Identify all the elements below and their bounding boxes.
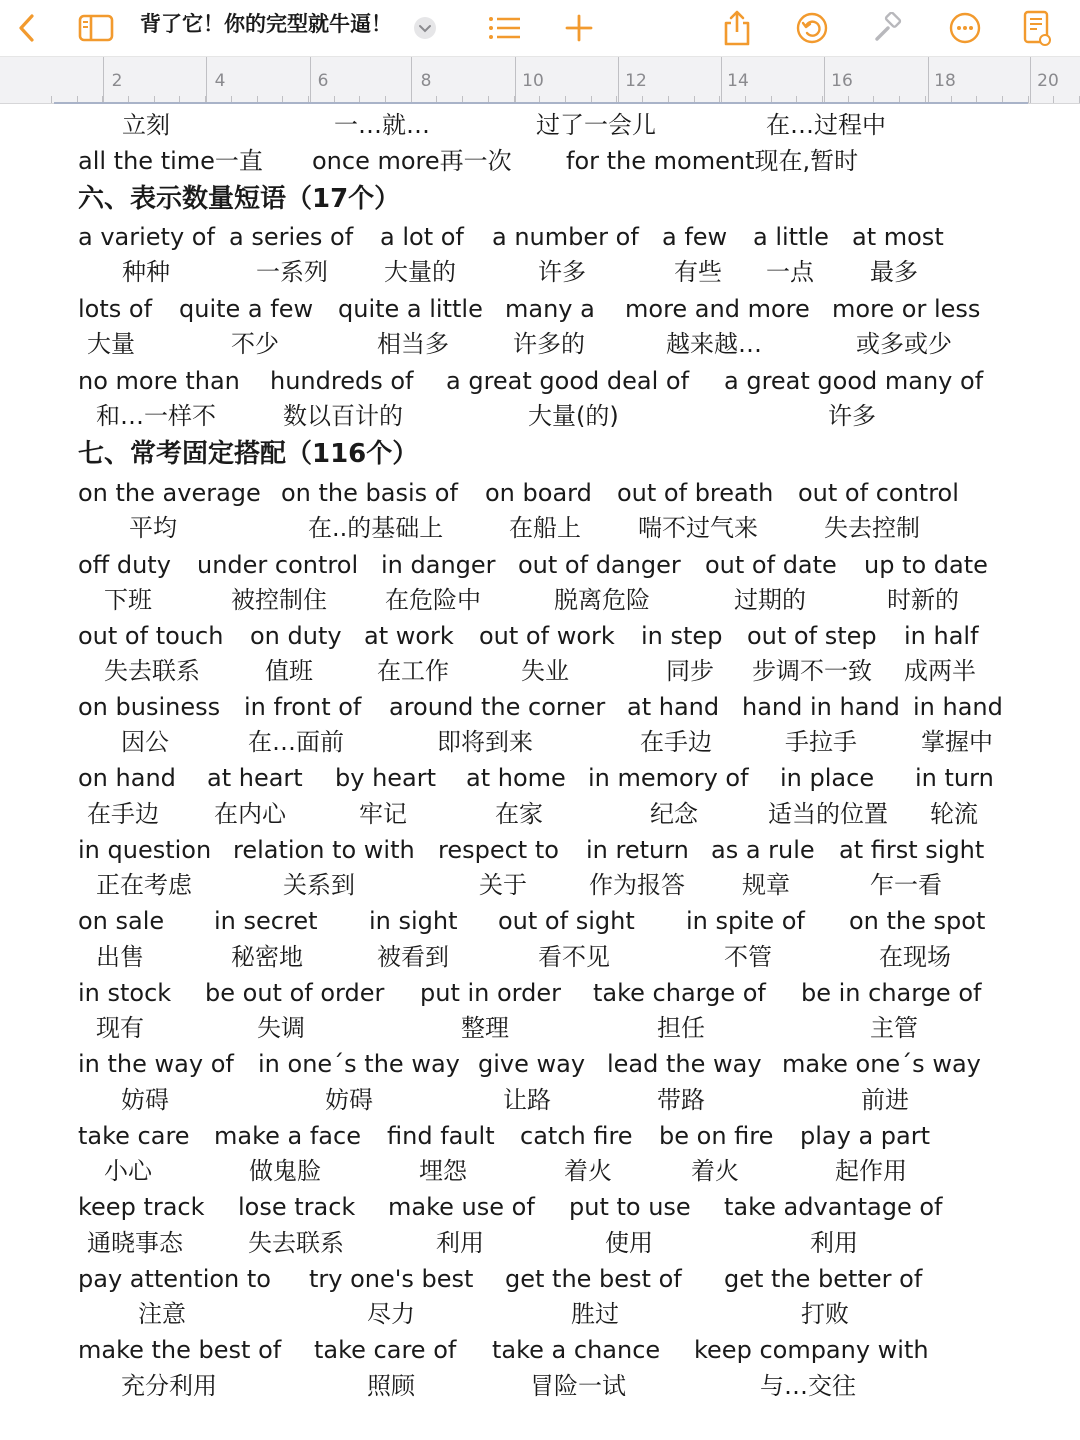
phrase-text: be out of order	[205, 979, 385, 1007]
phrase-text: give way	[478, 1050, 586, 1078]
phrase-text: respect to	[438, 836, 559, 864]
phrase-text: 或多或少	[856, 330, 952, 358]
phrase-text: 看不见	[538, 943, 610, 971]
phrase-text: take a chance	[492, 1336, 661, 1364]
phrase-text: hand in hand	[742, 693, 900, 721]
phrase-text: out of breath	[617, 479, 774, 507]
phrase-text: 利用	[436, 1229, 484, 1257]
phrase-text: 在…面前	[248, 728, 344, 756]
section-heading: 七、常考固定搭配（116个）	[78, 439, 419, 469]
ruler-number: 20	[1037, 71, 1059, 91]
phrase-text: 关于	[479, 871, 527, 899]
phrase-text: 被看到	[377, 943, 449, 971]
phrase-text: 起作用	[835, 1157, 907, 1185]
phrase-text: 现有	[96, 1014, 144, 1042]
ruler-division	[515, 57, 516, 103]
phrase-text: in sight	[369, 907, 458, 935]
phrase-text: in half	[904, 622, 979, 650]
phrase-text: 最多	[870, 258, 918, 286]
phrase-text: 胜过	[571, 1300, 619, 1328]
phrase-text: no more than	[78, 367, 240, 395]
phrase-text: 整理	[461, 1014, 509, 1042]
phrase-text: put in order	[420, 979, 561, 1007]
format-brush-icon[interactable]	[870, 6, 906, 50]
phrase-text: 许多	[538, 258, 586, 286]
phrase-text: 失去联系	[248, 1229, 344, 1257]
title-chevron-down-icon[interactable]	[412, 6, 438, 50]
phrase-text: take charge of	[593, 979, 766, 1007]
phrase-text: 越来越…	[666, 330, 762, 358]
phrase-text: 适当的位置	[768, 800, 888, 828]
phrase-text: pay attention to	[78, 1265, 271, 1293]
phrase-text: a little	[753, 223, 829, 251]
phrase-text: 照顾	[367, 1372, 415, 1400]
phrase-text: 在工作	[377, 657, 449, 685]
phrase-text: take advantage of	[724, 1193, 943, 1221]
phrase-text: on sale	[78, 907, 165, 935]
top-toolbar	[0, 0, 1080, 57]
phrase-text: 在现场	[879, 943, 951, 971]
phrase-text: off duty	[78, 551, 171, 579]
phrase-text: 成两半	[904, 657, 976, 685]
document-title[interactable]: 背了它！你的完型就牛逼！	[140, 12, 392, 36]
ruler-division	[721, 57, 722, 103]
phrase-text: 注意	[138, 1300, 186, 1328]
phrase-text: 作为报答	[589, 871, 685, 899]
phrase-text: a variety of	[78, 223, 215, 251]
phrase-text: 因公	[121, 728, 169, 756]
phrase-text: 在手边	[640, 728, 712, 756]
phrase-text: hundreds of	[270, 367, 414, 395]
phrase-text: 正在考虑	[96, 871, 192, 899]
phrase-text: at hand	[627, 693, 720, 721]
phrase-text: more or less	[832, 295, 981, 323]
phrase-text: 打败	[801, 1300, 849, 1328]
phrase-text: out of step	[747, 622, 877, 650]
phrase-text: 过了一会儿	[536, 111, 656, 139]
phrase-text: around the corner	[389, 693, 606, 721]
phrase-text: lead the way	[607, 1050, 762, 1078]
ruler-number: 10	[522, 71, 544, 91]
phrase-text: 和…一样不	[96, 402, 216, 430]
phrase-text: 充分利用	[121, 1372, 217, 1400]
phrase-text: at first sight	[839, 836, 985, 864]
sidebar-icon[interactable]	[76, 6, 116, 50]
phrase-text: 在家	[495, 800, 543, 828]
phrase-text: 时新的	[887, 586, 959, 614]
ruler-division	[618, 57, 619, 103]
ruler-tick	[51, 96, 52, 103]
phrase-text: up to date	[864, 551, 988, 579]
phrase-text: 妨碍	[121, 1086, 169, 1114]
phrase-text: try one's best	[309, 1265, 474, 1293]
ruler[interactable]	[0, 57, 1080, 104]
back-icon[interactable]	[8, 6, 44, 50]
ruler-number: 14	[727, 71, 749, 91]
phrase-text: make a face	[214, 1122, 361, 1150]
phrase-text: once more再一次	[312, 147, 512, 175]
phrase-text: 失调	[257, 1014, 305, 1042]
phrase-text: on business	[78, 693, 221, 721]
phrase-text: 许多的	[513, 330, 585, 358]
ruler-number: 18	[934, 71, 956, 91]
phrase-text: quite a little	[338, 295, 483, 323]
phrase-text: out of date	[705, 551, 837, 579]
phrase-text: 尽力	[367, 1300, 415, 1328]
phrase-text: 带路	[657, 1086, 705, 1114]
phrase-text: 平均	[129, 514, 177, 542]
list-icon[interactable]	[486, 6, 524, 50]
phrase-text: for the moment现在,暂时	[566, 147, 859, 175]
ruler-number: 6	[317, 71, 329, 91]
phrase-text: in place	[780, 764, 875, 792]
phrase-text: on the basis of	[281, 479, 458, 507]
ruler-division	[928, 57, 929, 103]
phrase-text: 乍一看	[870, 871, 942, 899]
phrase-text: on the average	[78, 479, 261, 507]
phrase-text: 规章	[742, 871, 790, 899]
phrase-text: 出售	[96, 943, 144, 971]
phrase-text: in hand	[913, 693, 1003, 721]
phrase-text: at work	[364, 622, 454, 650]
phrase-text: 掌握中	[921, 728, 993, 756]
phrase-text: out of control	[798, 479, 959, 507]
phrase-text: put to use	[569, 1193, 691, 1221]
phrase-text: 喘不过气来	[638, 514, 758, 542]
phrase-text: 即将到来	[437, 728, 533, 756]
phrase-text: 前进	[861, 1086, 909, 1114]
phrase-text: 使用	[605, 1229, 653, 1257]
phrase-text: 在船上	[509, 514, 581, 542]
phrase-text: on hand	[78, 764, 176, 792]
phrase-text: lose track	[238, 1193, 356, 1221]
phrase-text: in stock	[78, 979, 172, 1007]
phrase-text: in danger	[381, 551, 496, 579]
phrase-text: in return	[586, 836, 689, 864]
phrase-text: 不少	[231, 330, 279, 358]
phrase-text: 许多	[828, 402, 876, 430]
phrase-text: 不管	[724, 943, 772, 971]
phrase-text: 大量	[87, 330, 135, 358]
phrase-text: 被控制住	[231, 586, 327, 614]
more-icon[interactable]	[946, 6, 984, 50]
phrase-text: make use of	[388, 1193, 535, 1221]
ruler-number: 4	[214, 71, 226, 91]
phrase-text: play a part	[800, 1122, 930, 1150]
ruler-division	[103, 57, 104, 103]
phrase-text: as a rule	[711, 836, 815, 864]
phrase-text: out of sight	[498, 907, 635, 935]
phrase-text: catch fire	[520, 1122, 633, 1150]
phrase-text: in step	[641, 622, 723, 650]
phrase-text: 大量(的)	[528, 402, 619, 430]
phrase-text: in turn	[915, 764, 994, 792]
phrase-text: 在内心	[214, 800, 286, 828]
phrase-text: at most	[852, 223, 944, 251]
phrase-text: get the better of	[724, 1265, 923, 1293]
phrase-text: 同步	[666, 657, 714, 685]
share-icon[interactable]	[720, 6, 754, 50]
phrase-text: 在手边	[87, 800, 159, 828]
phrase-text: out of work	[479, 622, 615, 650]
phrase-text: 在危险中	[385, 586, 481, 614]
phrase-text: in secret	[214, 907, 318, 935]
ruler-tick	[1053, 96, 1054, 103]
phrase-text: 相当多	[377, 330, 449, 358]
phrase-text: lots of	[78, 295, 153, 323]
ruler-division	[310, 57, 311, 103]
phrase-text: a number of	[492, 223, 639, 251]
ruler-tick	[1028, 96, 1029, 103]
section-heading: 六、表示数量短语（17个）	[78, 184, 401, 214]
phrase-text: 与…交往	[760, 1372, 856, 1400]
phrase-text: 轮流	[930, 800, 978, 828]
phrase-text: 手拉手	[785, 728, 857, 756]
phrase-text: by heart	[335, 764, 437, 792]
phrase-text: in front of	[244, 693, 362, 721]
phrase-text: 有些	[674, 258, 722, 286]
phrase-text: more and more	[625, 295, 810, 323]
phrase-text: at heart	[207, 764, 303, 792]
phrase-text: in question	[78, 836, 212, 864]
phrase-text: 步调不一致	[752, 657, 872, 685]
phrase-text: all the time一直	[78, 147, 263, 175]
phrase-text: 冒险一试	[530, 1372, 626, 1400]
document-settings-icon[interactable]	[1018, 6, 1056, 50]
document-body[interactable]	[0, 104, 1080, 1440]
phrase-text: 让路	[503, 1086, 551, 1114]
ruler-division	[206, 57, 207, 103]
phrase-text: 牢记	[359, 800, 407, 828]
phrase-text: on the spot	[849, 907, 986, 935]
phrase-text: 下班	[104, 586, 152, 614]
phrase-text: keep company with	[694, 1336, 929, 1364]
phrase-text: 着火	[564, 1157, 612, 1185]
phrase-text: 失去联系	[104, 657, 200, 685]
phrase-text: 过期的	[734, 586, 806, 614]
phrase-text: 关系到	[283, 871, 355, 899]
ruler-number: 16	[831, 71, 853, 91]
phrase-text: make one´s way	[782, 1050, 981, 1078]
phrase-text: take care	[78, 1122, 190, 1150]
phrase-text: out of touch	[78, 622, 224, 650]
phrase-text: a few	[662, 223, 728, 251]
phrase-text: 主管	[870, 1014, 918, 1042]
ruler-number: 12	[625, 71, 647, 91]
phrase-text: 妨碍	[325, 1086, 373, 1114]
phrase-text: a great good deal of	[446, 367, 690, 395]
phrase-text: in the way of	[78, 1050, 234, 1078]
phrase-text: 失去控制	[824, 514, 920, 542]
phrase-text: find fault	[387, 1122, 495, 1150]
phrase-text: 一点	[766, 258, 814, 286]
phrase-text: keep track	[78, 1193, 205, 1221]
phrase-text: quite a few	[179, 295, 314, 323]
ruler-division	[411, 57, 412, 103]
phrase-text: 利用	[810, 1229, 858, 1257]
phrase-text: take care of	[314, 1336, 457, 1364]
phrase-text: 纪念	[650, 800, 698, 828]
phrase-text: 一系列	[256, 258, 328, 286]
phrase-text: in memory of	[588, 764, 749, 792]
phrase-text: 立刻	[122, 111, 170, 139]
phrase-text: 秘密地	[231, 943, 303, 971]
phrase-text: get the best of	[505, 1265, 682, 1293]
phrase-text: under control	[197, 551, 359, 579]
phrase-text: 大量的	[384, 258, 456, 286]
phrase-text: in spite of	[686, 907, 805, 935]
phrase-text: 小心	[104, 1157, 152, 1185]
phrase-text: 在…过程中	[766, 111, 886, 139]
ruler-number: 2	[111, 71, 123, 91]
phrase-text: 一…就…	[334, 111, 430, 139]
phrase-text: 脱离危险	[554, 586, 650, 614]
phrase-text: a series of	[229, 223, 354, 251]
phrase-text: 担任	[657, 1014, 705, 1042]
phrase-text: many a	[505, 295, 595, 323]
phrase-text: 值班	[265, 657, 313, 685]
phrase-text: 失业	[521, 657, 569, 685]
phrase-text: 着火	[691, 1157, 739, 1185]
ruler-division	[1030, 57, 1031, 103]
phrase-text: at home	[466, 764, 566, 792]
add-icon[interactable]	[563, 6, 595, 50]
phrase-text: on board	[485, 479, 592, 507]
phrase-text: a great good many of	[724, 367, 984, 395]
phrase-text: 埋怨	[419, 1157, 467, 1185]
phrase-text: 种种	[122, 258, 170, 286]
phrase-text: be on fire	[659, 1122, 774, 1150]
phrase-text: in one´s the way	[258, 1050, 460, 1078]
ruler-division	[824, 57, 825, 103]
phrase-text: 做鬼脸	[249, 1157, 321, 1185]
ruler-number: 8	[420, 71, 432, 91]
phrase-text: 通晓事态	[87, 1229, 183, 1257]
phrase-text: relation to with	[233, 836, 415, 864]
phrase-text: be in charge of	[801, 979, 982, 1007]
phrase-text: 在..的基础上	[308, 514, 444, 542]
phrase-text: on duty	[250, 622, 342, 650]
phrase-text: out of danger	[518, 551, 681, 579]
undo-icon[interactable]	[794, 6, 830, 50]
phrase-text: 数以百计的	[283, 402, 403, 430]
phrase-text: a lot of	[380, 223, 464, 251]
phrase-text: make the best of	[78, 1336, 282, 1364]
